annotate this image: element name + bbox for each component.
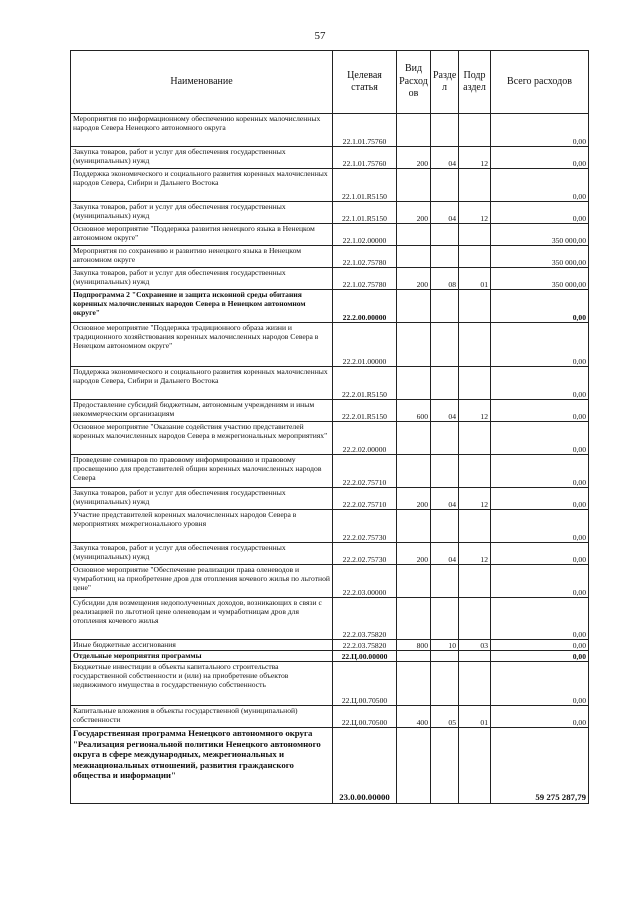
row-total-expenses: 350 000,00 [491, 224, 589, 246]
row-name: Закупка товаров, работ и услуг для обеспечения государственных (муниципальных) нужд [71, 147, 333, 169]
row-name: Основное мероприятие "Поддержка развития ненецкого языка в Ненецком автономном округе" [71, 224, 333, 246]
table-row [71, 565, 589, 598]
row-section: 04 [431, 543, 459, 565]
row-name: Закупка товаров, работ и услуг для обеспечения государственных (муниципальных) нужд [71, 268, 333, 290]
row-expense-kind: 200 [397, 147, 431, 169]
row-name: Поддержка экономического и социального развития коренных малочисленных народов Севера, Сибири и Дальнего Востока [71, 169, 333, 202]
row-subsection [459, 651, 491, 662]
row-name: Проведение семинаров по правовому информированию и правовому просвещению для представителей общин коренных малочисленных народов Севера [71, 455, 333, 488]
row-total-expenses: 0,00 [491, 598, 589, 640]
row-total-expenses: 0,00 [491, 510, 589, 543]
header-subsection: Подр аздел [459, 51, 491, 114]
row-name: Закупка товаров, работ и услуг для обеспечения государственных (муниципальных) нужд [71, 488, 333, 510]
table-header-row [71, 51, 589, 114]
row-total-expenses: 0,00 [491, 640, 589, 651]
row-expense-kind [397, 598, 431, 640]
row-total-expenses: 0,00 [491, 147, 589, 169]
table-row [71, 246, 589, 268]
row-total-expenses: 0,00 [491, 662, 589, 706]
table-row [71, 202, 589, 224]
row-total-expenses: 0,00 [491, 202, 589, 224]
table-row [71, 400, 589, 422]
row-expense-kind [397, 323, 431, 367]
row-target-article: 22.1.01.75760 [333, 147, 397, 169]
table-row [71, 728, 589, 804]
row-expense-kind [397, 651, 431, 662]
row-subsection [459, 290, 491, 323]
row-subsection [459, 662, 491, 706]
row-name: Субсидии для возмещения недополученных доходов, возникающих в связи с реализацией по льготной цене оленеводам и чумработницам дров для отопления кочевого жилья [71, 598, 333, 640]
row-total-expenses: 0,00 [491, 543, 589, 565]
row-total-expenses: 0,00 [491, 323, 589, 367]
row-target-article: 22.1.01.R5150 [333, 169, 397, 202]
row-name: Закупка товаров, работ и услуг для обеспечения государственных (муниципальных) нужд [71, 202, 333, 224]
table-row [71, 662, 589, 706]
row-section: 04 [431, 400, 459, 422]
row-subsection [459, 246, 491, 268]
table-row [71, 488, 589, 510]
row-expense-kind [397, 290, 431, 323]
row-target-article: 22.Ц.00.00000 [333, 651, 397, 662]
row-target-article: 22.2.03.75820 [333, 640, 397, 651]
row-section [431, 246, 459, 268]
table-row [71, 706, 589, 728]
row-total-expenses: 0,00 [491, 422, 589, 455]
row-name: Мероприятия по сохранению и развитию ненецкого языка в Ненецком автономном округе [71, 246, 333, 268]
row-target-article: 22.2.00.00000 [333, 290, 397, 323]
row-subsection [459, 510, 491, 543]
row-expense-kind [397, 224, 431, 246]
table-row [71, 224, 589, 246]
row-target-article: 22.1.02.75780 [333, 268, 397, 290]
row-target-article: 22.Ц.00.70500 [333, 662, 397, 706]
row-total-expenses: 0,00 [491, 455, 589, 488]
row-name: Поддержка экономического и социального развития коренных малочисленных народов Севера, Сибири и Дальнего Востока [71, 367, 333, 400]
row-subsection [459, 565, 491, 598]
row-expense-kind [397, 565, 431, 598]
header-expense-kind: Вид Расход ов [397, 51, 431, 114]
row-section [431, 455, 459, 488]
row-expense-kind [397, 510, 431, 543]
row-subsection [459, 422, 491, 455]
row-target-article: 22.2.03.00000 [333, 565, 397, 598]
row-section [431, 510, 459, 543]
row-target-article: 22.1.01.75760 [333, 114, 397, 147]
page-number: 57 [314, 30, 326, 42]
header-total-expenses: Всего расходов [491, 51, 589, 114]
table-row [71, 510, 589, 543]
row-expense-kind: 200 [397, 488, 431, 510]
header-name: Наименование [71, 51, 333, 114]
row-expense-kind: 200 [397, 543, 431, 565]
row-target-article: 22.Ц.00.70500 [333, 706, 397, 728]
row-subsection: 12 [459, 400, 491, 422]
row-subsection [459, 455, 491, 488]
row-section [431, 598, 459, 640]
table-row [71, 290, 589, 323]
row-total-expenses: 0,00 [491, 114, 589, 147]
row-name: Основное мероприятие "Поддержка традиционного образа жизни и традиционного хозяйствования коренных малочисленных народов Севера в Ненецком автономном округе" [71, 323, 333, 367]
row-subsection [459, 224, 491, 246]
row-total-expenses: 59 275 287,79 [491, 728, 589, 804]
row-section [431, 662, 459, 706]
row-target-article: 22.2.03.75820 [333, 598, 397, 640]
row-subsection: 12 [459, 147, 491, 169]
table-row [71, 543, 589, 565]
row-section: 05 [431, 706, 459, 728]
row-expense-kind: 600 [397, 400, 431, 422]
header-target-article: Целевая статья [333, 51, 397, 114]
row-section [431, 224, 459, 246]
table-row [71, 651, 589, 662]
row-subsection: 01 [459, 268, 491, 290]
row-section [431, 290, 459, 323]
table-row [71, 114, 589, 147]
table-row [71, 323, 589, 367]
row-section [431, 422, 459, 455]
row-target-article: 22.2.01.00000 [333, 323, 397, 367]
row-target-article: 22.2.02.75710 [333, 455, 397, 488]
row-target-article: 22.2.01.R5150 [333, 367, 397, 400]
row-target-article: 22.2.02.75730 [333, 510, 397, 543]
row-section [431, 323, 459, 367]
row-total-expenses: 350 000,00 [491, 268, 589, 290]
row-expense-kind: 200 [397, 202, 431, 224]
row-subsection [459, 114, 491, 147]
row-total-expenses: 0,00 [491, 651, 589, 662]
row-subsection: 12 [459, 202, 491, 224]
row-section [431, 114, 459, 147]
row-subsection [459, 728, 491, 804]
row-total-expenses: 0,00 [491, 488, 589, 510]
row-subsection: 03 [459, 640, 491, 651]
row-target-article: 22.1.02.00000 [333, 224, 397, 246]
row-subsection: 12 [459, 488, 491, 510]
row-section: 10 [431, 640, 459, 651]
row-name: Основное мероприятие "Обеспечение реализации права оленеводов и чумработниц на приобретение дров для отопления кочевого жилья по льготной цене" [71, 565, 333, 598]
row-section [431, 169, 459, 202]
header-section: Разде л [431, 51, 459, 114]
row-total-expenses: 0,00 [491, 367, 589, 400]
row-name: Предоставление субсидий бюджетным, автономным учреждениям и иным некоммерческим организациям [71, 400, 333, 422]
row-name: Участие представителей коренных малочисленных народов Севера в мероприятиях межрегионального уровня [71, 510, 333, 543]
row-subsection: 12 [459, 543, 491, 565]
row-total-expenses: 0,00 [491, 290, 589, 323]
row-section [431, 651, 459, 662]
row-expense-kind [397, 455, 431, 488]
row-name: Отдельные мероприятия программы [71, 651, 333, 662]
row-target-article: 22.1.02.75780 [333, 246, 397, 268]
row-expense-kind [397, 169, 431, 202]
row-total-expenses: 0,00 [491, 706, 589, 728]
row-total-expenses: 0,00 [491, 169, 589, 202]
row-name: Бюджетные инвестиции в объекты капитального строительства государственной собственности и (или) на приобретение объектов недвижимого имущества в государственную собственность [71, 662, 333, 706]
row-section: 04 [431, 202, 459, 224]
row-section [431, 367, 459, 400]
row-expense-kind [397, 114, 431, 147]
table-row [71, 422, 589, 455]
row-subsection: 01 [459, 706, 491, 728]
row-expense-kind [397, 246, 431, 268]
table-row [71, 268, 589, 290]
row-name: Капитальные вложения в объекты государственной (муниципальной) собственности [71, 706, 333, 728]
table-row [71, 169, 589, 202]
row-name: Иные бюджетные ассигнования [71, 640, 333, 651]
row-section: 04 [431, 488, 459, 510]
row-expense-kind [397, 422, 431, 455]
row-subsection [459, 367, 491, 400]
row-name: Государственная программа Ненецкого автономного округа "Реализация региональной политики Ненецкого автономного округа в сфере международных, межрегиональных и межнациональных отношений, развития гражданского общества и информации" [71, 728, 333, 804]
row-section [431, 565, 459, 598]
row-expense-kind: 800 [397, 640, 431, 651]
row-expense-kind [397, 367, 431, 400]
row-name: Мероприятия по информационному обеспечению коренных малочисленных народов Севера Ненецкого автономного округа [71, 114, 333, 147]
row-total-expenses: 0,00 [491, 565, 589, 598]
row-expense-kind [397, 728, 431, 804]
table-row [71, 147, 589, 169]
row-target-article: 22.2.02.00000 [333, 422, 397, 455]
row-total-expenses: 0,00 [491, 400, 589, 422]
row-name: Закупка товаров, работ и услуг для обеспечения государственных (муниципальных) нужд [71, 543, 333, 565]
row-section [431, 728, 459, 804]
row-target-article: 22.1.01.R5150 [333, 202, 397, 224]
row-name: Подпрограмма 2 "Сохранение и защита исконной среды обитания коренных малочисленных народов Севера в Ненецком автономном округе" [71, 290, 333, 323]
row-target-article: 22.2.02.75710 [333, 488, 397, 510]
row-target-article: 22.2.02.75730 [333, 543, 397, 565]
row-target-article: 22.2.01.R5150 [333, 400, 397, 422]
row-total-expenses: 350 000,00 [491, 246, 589, 268]
row-expense-kind: 200 [397, 268, 431, 290]
budget-table [70, 50, 589, 804]
row-expense-kind: 400 [397, 706, 431, 728]
table-row [71, 640, 589, 651]
row-section: 04 [431, 147, 459, 169]
row-subsection [459, 169, 491, 202]
row-name: Основное мероприятие "Оказание содействия участию представителей коренных малочисленных народов Севера в межрегиональных мероприятиях" [71, 422, 333, 455]
table-row [71, 598, 589, 640]
row-section: 08 [431, 268, 459, 290]
row-target-article: 23.0.00.00000 [333, 728, 397, 804]
table-row [71, 367, 589, 400]
row-expense-kind [397, 662, 431, 706]
row-subsection [459, 598, 491, 640]
table-row [71, 455, 589, 488]
row-subsection [459, 323, 491, 367]
